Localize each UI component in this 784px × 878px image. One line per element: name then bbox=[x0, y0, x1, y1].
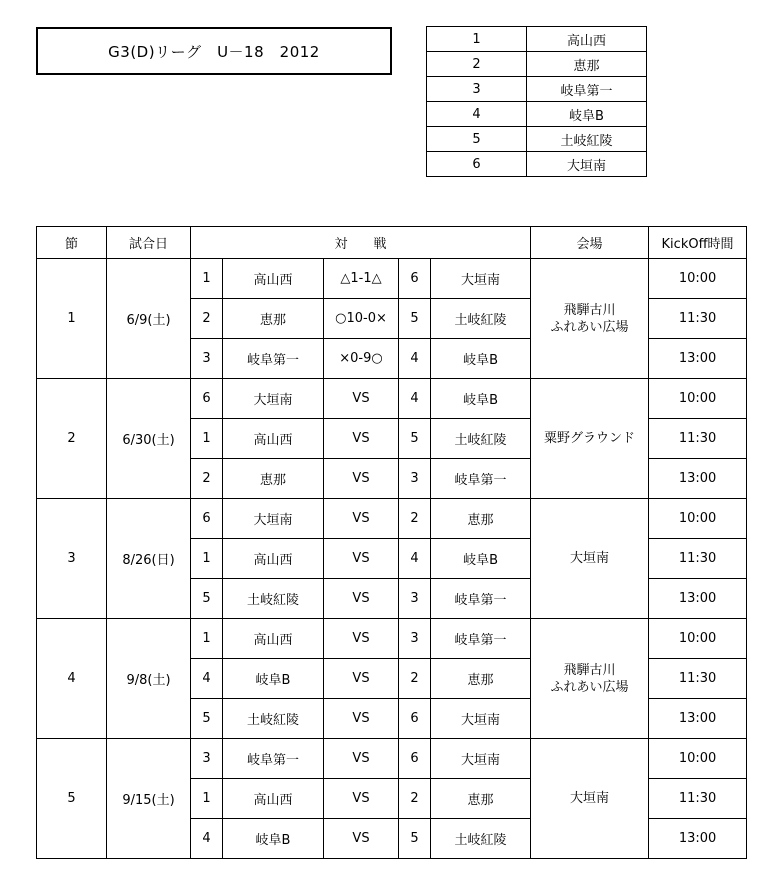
match-row bbox=[37, 619, 747, 659]
kickoff-time: 13:00 bbox=[649, 339, 747, 379]
header-date: 試合日 bbox=[107, 227, 191, 259]
away-team-name: 大垣南 bbox=[431, 739, 531, 779]
schedule-table bbox=[36, 226, 747, 859]
home-team-name: 岐阜B bbox=[223, 819, 324, 859]
match-result: VS bbox=[324, 579, 399, 619]
home-team-number: 5 bbox=[191, 699, 223, 739]
home-team-name: 大垣南 bbox=[223, 379, 324, 419]
venue bbox=[531, 739, 649, 859]
home-team-number: 1 bbox=[191, 619, 223, 659]
team-row bbox=[427, 27, 647, 52]
schedule-header-row bbox=[37, 227, 747, 259]
team-number: 1 bbox=[427, 27, 527, 52]
away-team-number: 6 bbox=[399, 699, 431, 739]
home-team-number: 2 bbox=[191, 459, 223, 499]
home-team-name: 恵那 bbox=[223, 299, 324, 339]
match-result: VS bbox=[324, 499, 399, 539]
home-team-number: 4 bbox=[191, 659, 223, 699]
home-team-name: 岐阜B bbox=[223, 659, 324, 699]
venue bbox=[531, 379, 649, 499]
venue-line-1: 大垣南 bbox=[570, 551, 610, 566]
away-team-name: 土岐紅陵 bbox=[431, 419, 531, 459]
venue-line-1: 飛騨古川 bbox=[563, 302, 616, 318]
match-result: VS bbox=[324, 459, 399, 499]
venue-line-2: ふれあい広場 bbox=[550, 319, 629, 335]
kickoff-time: 10:00 bbox=[649, 739, 747, 779]
kickoff-time: 10:00 bbox=[649, 499, 747, 539]
home-team-number: 1 bbox=[191, 779, 223, 819]
away-team-name: 恵那 bbox=[431, 779, 531, 819]
team-number: 3 bbox=[427, 77, 527, 102]
away-team-number: 5 bbox=[399, 299, 431, 339]
match-result: VS bbox=[324, 539, 399, 579]
home-team-name: 土岐紅陵 bbox=[223, 699, 324, 739]
match-result: VS bbox=[324, 739, 399, 779]
team-number: 4 bbox=[427, 102, 527, 127]
team-name: 高山西 bbox=[527, 27, 647, 52]
away-team-name: 岐阜B bbox=[431, 379, 531, 419]
away-team-name: 恵那 bbox=[431, 499, 531, 539]
kickoff-time: 11:30 bbox=[649, 419, 747, 459]
away-team-number: 6 bbox=[399, 259, 431, 299]
round-number: 5 bbox=[37, 739, 107, 859]
team-name: 岐阜第一 bbox=[527, 77, 647, 102]
away-team-number: 4 bbox=[399, 379, 431, 419]
away-team-name: 恵那 bbox=[431, 659, 531, 699]
match-result: VS bbox=[324, 779, 399, 819]
away-team-name: 岐阜第一 bbox=[431, 619, 531, 659]
round-number: 3 bbox=[37, 499, 107, 619]
away-team-number: 3 bbox=[399, 459, 431, 499]
away-team-name: 岐阜第一 bbox=[431, 459, 531, 499]
header-round: 節 bbox=[37, 227, 107, 259]
kickoff-time: 10:00 bbox=[649, 259, 747, 299]
match-result: VS bbox=[324, 419, 399, 459]
kickoff-time: 11:30 bbox=[649, 779, 747, 819]
league-title-box bbox=[36, 27, 392, 75]
header-venue: 会場 bbox=[531, 227, 649, 259]
away-team-number: 5 bbox=[399, 819, 431, 859]
away-team-number: 5 bbox=[399, 419, 431, 459]
round-number: 1 bbox=[37, 259, 107, 379]
away-team-number: 4 bbox=[399, 539, 431, 579]
kickoff-time: 13:00 bbox=[649, 579, 747, 619]
kickoff-time: 11:30 bbox=[649, 539, 747, 579]
kickoff-time: 11:30 bbox=[649, 659, 747, 699]
away-team-number: 2 bbox=[399, 499, 431, 539]
match-result: VS bbox=[324, 659, 399, 699]
team-name: 岐阜B bbox=[527, 102, 647, 127]
team-name: 大垣南 bbox=[527, 152, 647, 177]
venue-line-2: ふれあい広場 bbox=[550, 679, 629, 695]
header-kickoff: KickOff時間 bbox=[649, 227, 747, 259]
team-number: 5 bbox=[427, 127, 527, 152]
kickoff-time: 10:00 bbox=[649, 619, 747, 659]
away-team-name: 岐阜B bbox=[431, 339, 531, 379]
match-row bbox=[37, 499, 747, 539]
away-team-number: 2 bbox=[399, 659, 431, 699]
league-title: G3(D)リーグ U－18 2012 bbox=[108, 42, 320, 61]
away-team-name: 岐阜B bbox=[431, 539, 531, 579]
away-team-name: 土岐紅陵 bbox=[431, 819, 531, 859]
kickoff-time: 13:00 bbox=[649, 459, 747, 499]
home-team-name: 高山西 bbox=[223, 779, 324, 819]
round-number: 4 bbox=[37, 619, 107, 739]
match-row bbox=[37, 259, 747, 299]
match-row bbox=[37, 379, 747, 419]
match-result: ×0-9○ bbox=[324, 339, 399, 379]
away-team-name: 大垣南 bbox=[431, 259, 531, 299]
venue-line-1: 粟野グラウンド bbox=[544, 431, 636, 446]
away-team-name: 大垣南 bbox=[431, 699, 531, 739]
team-name: 恵那 bbox=[527, 52, 647, 77]
home-team-number: 2 bbox=[191, 299, 223, 339]
away-team-number: 4 bbox=[399, 339, 431, 379]
team-row bbox=[427, 77, 647, 102]
away-team-name: 岐阜第一 bbox=[431, 579, 531, 619]
match-result: VS bbox=[324, 819, 399, 859]
away-team-number: 2 bbox=[399, 779, 431, 819]
home-team-name: 岐阜第一 bbox=[223, 339, 324, 379]
home-team-number: 6 bbox=[191, 379, 223, 419]
match-date: 6/30(土) bbox=[107, 379, 191, 499]
away-team-name: 土岐紅陵 bbox=[431, 299, 531, 339]
kickoff-time: 13:00 bbox=[649, 699, 747, 739]
home-team-name: 高山西 bbox=[223, 539, 324, 579]
home-team-number: 6 bbox=[191, 499, 223, 539]
kickoff-time: 13:00 bbox=[649, 819, 747, 859]
home-team-name: 恵那 bbox=[223, 459, 324, 499]
team-number: 2 bbox=[427, 52, 527, 77]
home-team-name: 高山西 bbox=[223, 619, 324, 659]
team-row bbox=[427, 52, 647, 77]
home-team-number: 3 bbox=[191, 739, 223, 779]
away-team-number: 6 bbox=[399, 739, 431, 779]
team-list-table bbox=[426, 26, 647, 177]
match-result: △1-1△ bbox=[324, 259, 399, 299]
kickoff-time: 10:00 bbox=[649, 379, 747, 419]
home-team-number: 4 bbox=[191, 819, 223, 859]
match-result: VS bbox=[324, 699, 399, 739]
team-row bbox=[427, 127, 647, 152]
team-number: 6 bbox=[427, 152, 527, 177]
match-result: VS bbox=[324, 619, 399, 659]
round-number: 2 bbox=[37, 379, 107, 499]
match-result: VS bbox=[324, 379, 399, 419]
venue bbox=[531, 619, 649, 739]
venue bbox=[531, 259, 649, 379]
home-team-name: 高山西 bbox=[223, 259, 324, 299]
home-team-number: 1 bbox=[191, 259, 223, 299]
match-date: 8/26(日) bbox=[107, 499, 191, 619]
home-team-name: 岐阜第一 bbox=[223, 739, 324, 779]
home-team-number: 1 bbox=[191, 539, 223, 579]
venue-line-1: 大垣南 bbox=[570, 791, 610, 806]
match-result: ○10-0× bbox=[324, 299, 399, 339]
venue bbox=[531, 499, 649, 619]
match-row bbox=[37, 739, 747, 779]
match-date: 9/15(土) bbox=[107, 739, 191, 859]
match-date: 9/8(土) bbox=[107, 619, 191, 739]
home-team-number: 5 bbox=[191, 579, 223, 619]
team-name: 土岐紅陵 bbox=[527, 127, 647, 152]
home-team-number: 3 bbox=[191, 339, 223, 379]
kickoff-time: 11:30 bbox=[649, 299, 747, 339]
venue-line-1: 飛騨古川 bbox=[563, 662, 616, 678]
away-team-number: 3 bbox=[399, 579, 431, 619]
match-date: 6/9(土) bbox=[107, 259, 191, 379]
away-team-number: 3 bbox=[399, 619, 431, 659]
home-team-name: 高山西 bbox=[223, 419, 324, 459]
team-row bbox=[427, 152, 647, 177]
home-team-name: 大垣南 bbox=[223, 499, 324, 539]
home-team-name: 土岐紅陵 bbox=[223, 579, 324, 619]
header-match: 対 戦 bbox=[191, 227, 531, 259]
team-row bbox=[427, 102, 647, 127]
home-team-number: 1 bbox=[191, 419, 223, 459]
